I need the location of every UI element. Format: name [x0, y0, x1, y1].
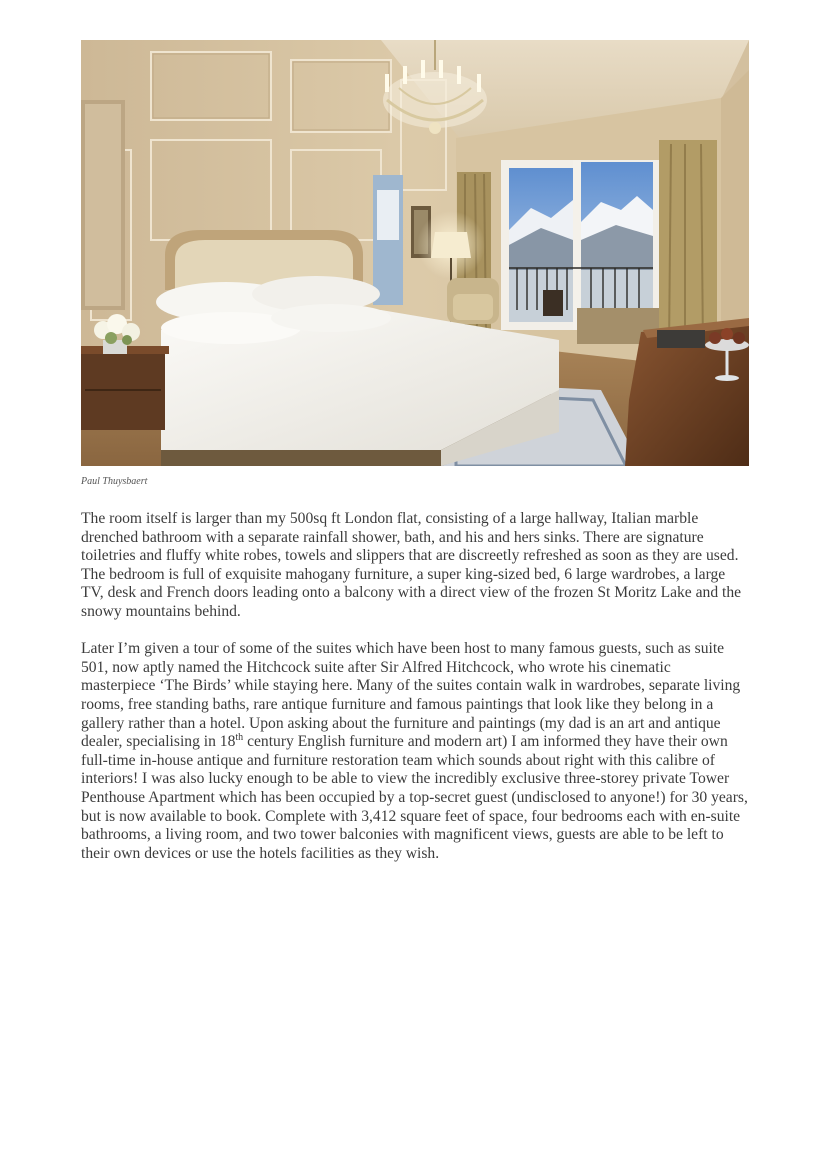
paragraph-2-text-start: Later I’m given a tour of some of the suites which have been host to many famous guests, such as suite 501, now aptly named the Hitchcock suite after Sir Alfred Hitchcock, who wrote his cinematic masterpiece ‘The Birds’ while staying here. Many of the suites contain walk in wardrobes, separate living rooms, free standing baths, rare antique furniture and famous paintings that look like they belong in a gallery rather than a hotel. Upon asking about the furniture and paintings (my dad is an art and antique dealer, specialising in 18 [81, 640, 741, 751]
article-paragraph-2 [81, 640, 749, 863]
pillow-4 [271, 304, 391, 332]
nightstand [81, 346, 169, 430]
window-mountain-view [501, 160, 659, 330]
hotel-bedroom-photo [81, 40, 749, 466]
article-body [81, 510, 749, 882]
photo-caption: Paul Thuysbaert [81, 476, 148, 487]
bedroom-illustration [81, 40, 749, 466]
armchair [447, 278, 499, 324]
curtain-right [659, 140, 717, 350]
ordinal-superscript: th [235, 732, 244, 744]
paragraph-2-text-end: century English furniture and modern art) I am informed they have their own full-time in-house antique and furniture restoration team which sounds about right with this calibre of interiors! I was also lucky enough to be able to view the incredibly exclusive three-storey private Tower Penthouse Apartment which has been occupied by a top-secret guest (undisclosed to anyone!) for 30 years, but is now available to book. Complete with 3,412 square feet of space, four bedrooms each with en-suite bathrooms, a living room, and two tower balconies with magnificent views, guests are able to be left to their own devices or use the hotels facilities as they wish. [81, 733, 748, 862]
article-paragraph-1: The room itself is larger than my 500sq ft London flat, consisting of a large hallway, Italian marble drenched bathroom with a separate rainfall shower, bath, and his and hers sinks. There are signature toiletries and fluffy white robes, towels and slippers that are discreetly refreshed as soon as they are used. The bedroom is full of exquisite mahogany furniture, a super king-sized bed, 6 large wardrobes, a large TV, desk and French doors leading onto a balcony with a direct view of the frozen St Moritz Lake and the snowy mountains behind. [81, 510, 742, 620]
